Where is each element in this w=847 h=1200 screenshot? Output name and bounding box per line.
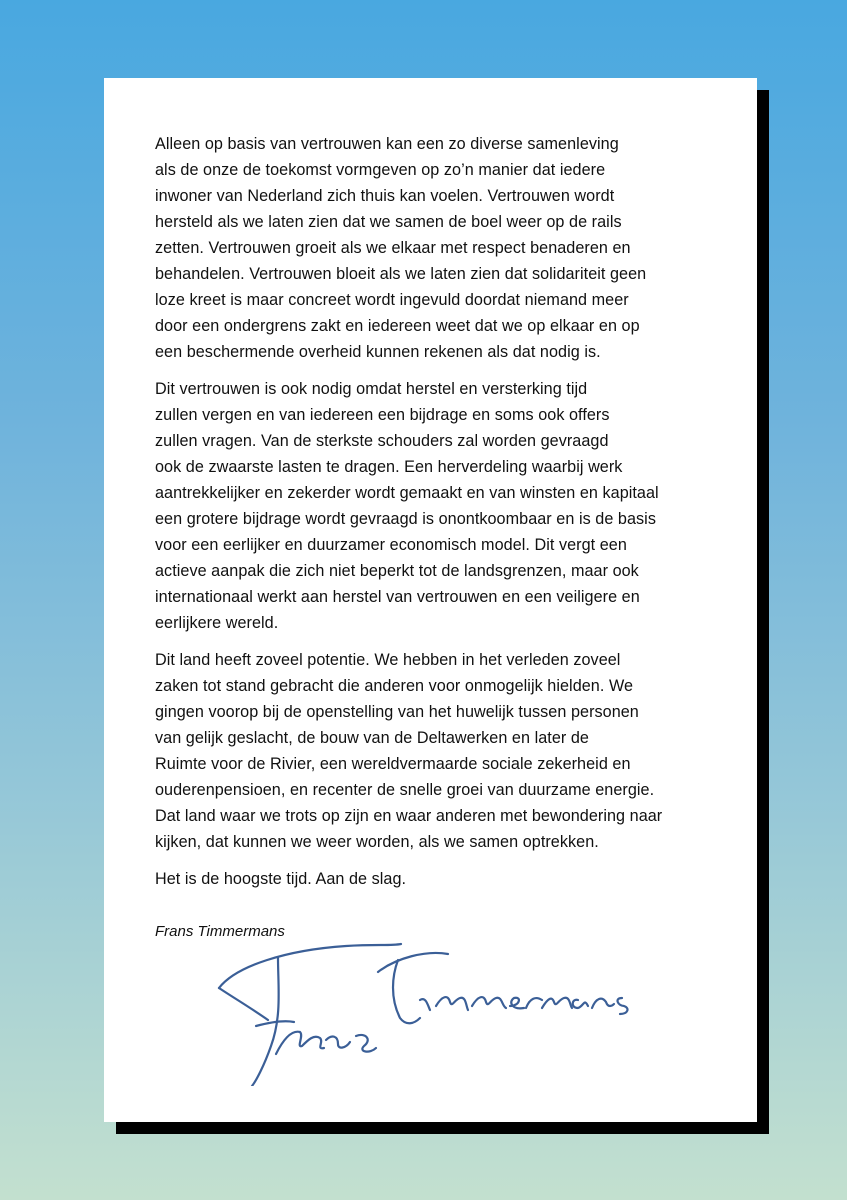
text-line: Alleen op basis van vertrouwen kan een zo diverse samenleving [155,135,619,153]
text-line: hersteld als we laten zien dat we samen de boel weer op de rails [155,213,622,231]
text-line: actieve aanpak die zich niet beperkt tot de landsgrenzen, maar ook [155,562,639,580]
text-line: een beschermende overheid kunnen rekenen als dat nodig is. [155,343,601,361]
paragraph [155,376,715,636]
author-name: Frans Timmermans [155,923,285,940]
text-line: door een ondergrens zakt en iedereen weet dat we op elkaar en op [155,317,640,335]
text-line: zaken tot stand gebracht die anderen voor onmogelijk hielden. We [155,677,634,695]
text-line: als de onze de toekomst vormgeven op zo’n manier dat iedere [155,161,606,179]
text-line: voor een eerlijker en duurzamer economisch model. Dit vergt een [155,536,627,554]
text-line: van gelijk geslacht, de bouw van de Deltawerken en later de [155,729,589,747]
text-line: zullen vergen en van iedereen een bijdrage en soms ook offers [155,406,610,424]
text-line: loze kreet is maar concreet wordt ingevuld doordat niemand meer [155,291,629,309]
text-line: kijken, dat kunnen we weer worden, als we samen optrekken. [155,833,599,851]
letter-page [104,78,757,1122]
text-line: ook de zwaarste lasten te dragen. Een herverdeling waarbij werk [155,458,623,476]
text-line: zullen vragen. Van de sterkste schouders zal worden gevraagd [155,432,609,450]
handwritten-signature [216,936,636,1086]
text-line: Ruimte voor de Rivier, een wereldvermaarde sociale zekerheid en [155,755,631,773]
closing-line [155,866,715,892]
text-line: ouderenpensioen, en recenter de snelle groei van duurzame energie. [155,781,655,799]
text-line: aantrekkelijker en zekerder wordt gemaakt en van winsten en kapitaal [155,484,659,502]
text-line: inwoner van Nederland zich thuis kan voelen. Vertrouwen wordt [155,187,615,205]
text-line: Dat land waar we trots op zijn en waar anderen met bewondering naar [155,807,663,825]
text-line: zetten. Vertrouwen groeit als we elkaar met respect benaderen en [155,239,631,257]
letter-body [155,131,715,903]
paragraph [155,131,715,365]
text-line: gingen voorop bij de openstelling van het huwelijk tussen personen [155,703,639,721]
paragraph [155,647,715,855]
text-line: Dit vertrouwen is ook nodig omdat herstel en versterking tijd [155,380,588,398]
text-line: eerlijkere wereld. [155,614,279,632]
text-line: Het is de hoogste tijd. Aan de slag. [155,870,407,888]
text-line: internationaal werkt aan herstel van vertrouwen en een veiligere en [155,588,640,606]
text-line: Dit land heeft zoveel potentie. We hebben in het verleden zoveel [155,651,621,669]
text-line: een grotere bijdrage wordt gevraagd is onontkoombaar en is de basis [155,510,656,528]
text-line: behandelen. Vertrouwen bloeit als we laten zien dat solidariteit geen [155,265,647,283]
